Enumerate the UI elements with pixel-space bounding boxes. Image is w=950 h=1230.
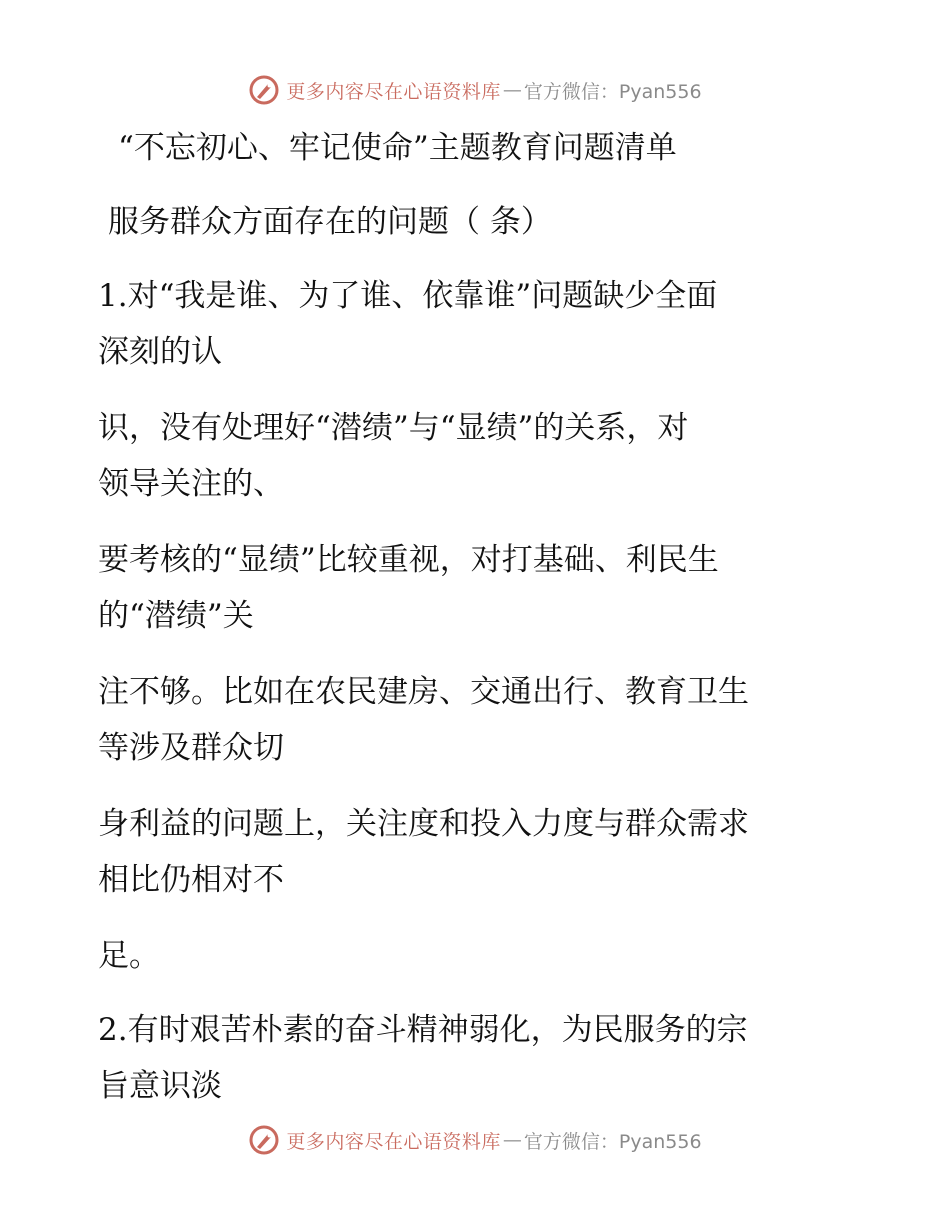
watermark-dash: — [502, 1129, 522, 1151]
pen-nib-circle-icon [248, 1124, 280, 1156]
watermark-footer [0, 1120, 950, 1160]
text-line: 相比仍相对不 [98, 862, 284, 898]
watermark-dash: — [502, 79, 522, 101]
text-line: 2.有时艰苦朴素的奋斗精神弱化，为民服务的宗 [98, 1012, 748, 1048]
text-line: 领导关注的、 [98, 466, 284, 502]
document-title: “不忘初心、牢记使命”主题教育问题清单 [118, 130, 677, 166]
watermark-text: 更多内容尽在心语资料库 [286, 1130, 501, 1153]
text-line: 深刻的认 [98, 334, 222, 370]
text-line: 1.对“我是谁、为了谁、依靠谁”问题缺少全面 [98, 278, 718, 314]
text-line: 注不够。比如在农民建房、交通出行、教育卫生 [98, 674, 749, 710]
text-line: 的“潜绩”关 [98, 598, 254, 634]
watermark-wechat: 官方微信：Pyan556 [523, 1130, 702, 1153]
text-line: 身利益的问题上，关注度和投入力度与群众需求 [98, 806, 749, 842]
text-line: 识，没有处理好“潜绩”与“显绩”的关系，对 [98, 410, 689, 446]
pen-nib-circle-icon [248, 74, 280, 106]
section-heading: 服务群众方面存在的问题（ 条） [108, 204, 552, 240]
watermark-header [0, 70, 950, 110]
watermark-wechat: 官方微信：Pyan556 [523, 80, 702, 103]
text-line: 要考核的“显绩”比较重视，对打基础、利民生 [98, 542, 719, 578]
watermark-text: 更多内容尽在心语资料库 [286, 80, 501, 103]
text-line: 足。 [98, 938, 160, 974]
text-line: 旨意识淡 [98, 1068, 222, 1104]
text-line: 等涉及群众切 [98, 730, 284, 766]
